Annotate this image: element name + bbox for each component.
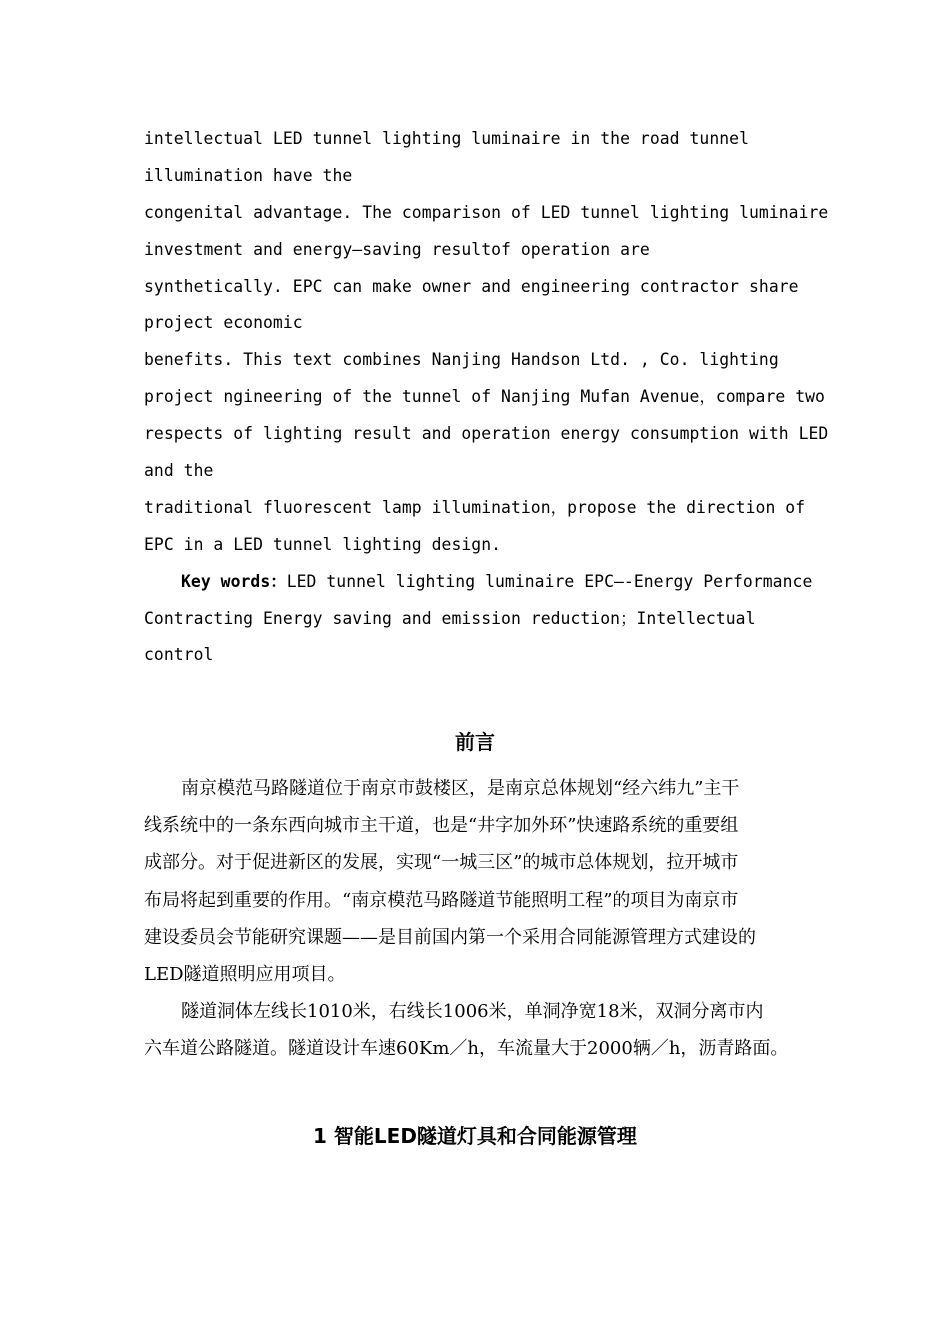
paragraph-line: 南京模范马路隧道位于南京市鼓楼区，是南京总体规划“经六纬九”主干 bbox=[181, 778, 740, 799]
abstract-line: respects of lighting result and operation energy consumption with LED bbox=[144, 424, 829, 444]
abstract-line: EPC in a LED tunnel lighting design. bbox=[144, 534, 502, 554]
abstract-line: illumination have the bbox=[144, 165, 353, 185]
section-1-heading: 1 智能LED隧道灯具和合同能源管理 bbox=[313, 1124, 637, 1148]
preface-heading: 前言 bbox=[455, 730, 495, 754]
abstract-line: project economic bbox=[144, 313, 303, 333]
abstract-english bbox=[144, 124, 829, 677]
keywords-line: control bbox=[144, 645, 214, 665]
keywords-line bbox=[144, 567, 824, 604]
abstract-line: intellectual LED tunnel lighting luminaire in the road tunnel bbox=[144, 129, 749, 148]
abstract-line: project ngineering of the tunnel of Nanjing Mufan Avenue，compare two bbox=[144, 387, 825, 407]
keywords-text: LED tunnel lighting luminaire EPC—-Energy Performance bbox=[286, 571, 813, 591]
abstract-line: benefits. This text combines Nanjing Handson Ltd. , Co. lighting bbox=[144, 350, 779, 370]
paragraph-line: LED隧道照明应用项目。 bbox=[144, 963, 346, 985]
abstract-line: and the bbox=[144, 461, 214, 481]
preface-paragraph-2 bbox=[144, 997, 809, 1071]
paragraph-line: 建设委员会节能研究课题——是目前国内第一个采用合同能源管理方式建设的 bbox=[144, 926, 756, 948]
paragraph-line: 隧道洞体左线长1010米，右线长1006米，单洞净宽18米，双洞分离市内 bbox=[181, 1001, 764, 1022]
abstract-line: synthetically. EPC can make owner and engineering contractor share bbox=[144, 276, 799, 296]
abstract-line: traditional fluorescent lamp illumination，propose the direction of bbox=[144, 497, 806, 517]
paragraph-line: 成部分。对于促进新区的发展，实现“一城三区”的城市总体规划，拉开城市 bbox=[144, 852, 739, 874]
keywords-line: Contracting Energy saving and emission reduction；Intellectual bbox=[144, 608, 756, 628]
abstract-line: congenital advantage. The comparison of LED tunnel lighting luminaire bbox=[144, 202, 829, 222]
preface-paragraph-1 bbox=[144, 774, 809, 997]
paragraph-line: 布局将起到重要的作用。“南京模范马路隧道节能照明工程”的项目为南京市 bbox=[144, 889, 739, 911]
paragraph-line: 线系统中的一条东西向城市主干道，也是“井字加外环”快速路系统的重要组 bbox=[144, 815, 739, 837]
abstract-line: investment and energy—saving resultof operation are bbox=[144, 239, 650, 259]
paragraph-line: 六车道公路隧道。隧道设计车速60Km／h，车流量大于2000辆／h，沥青路面。 bbox=[144, 1038, 789, 1060]
keywords-label: Key words： bbox=[181, 571, 287, 591]
